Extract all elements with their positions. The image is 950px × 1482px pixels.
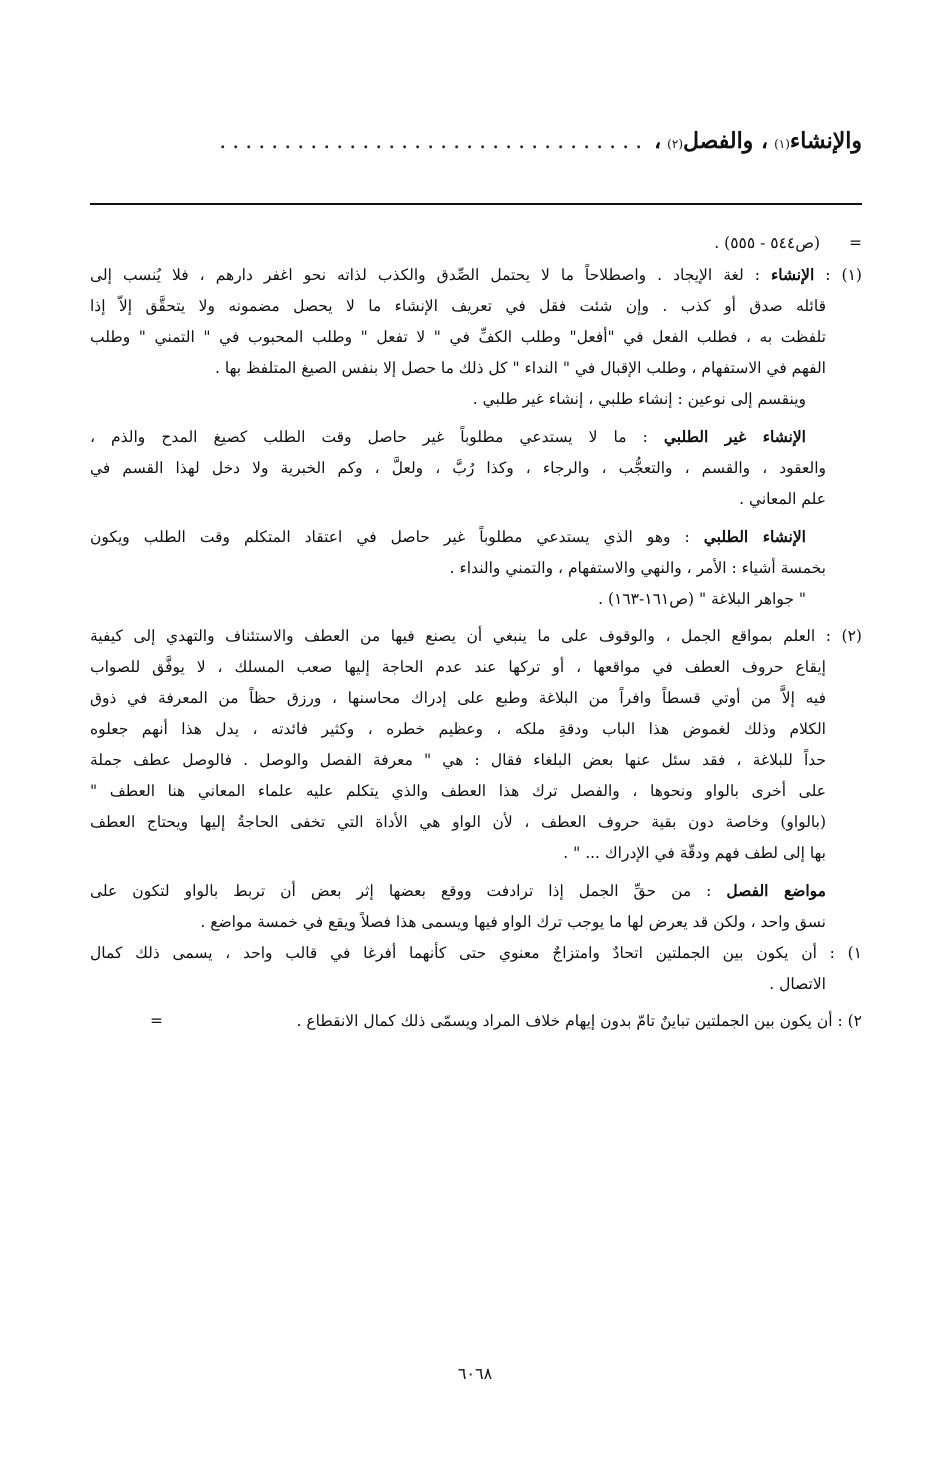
- footnote-1-source: " جواهر البلاغة " (ص١٦١-١٦٣) .: [598, 590, 806, 608]
- term-non-requestive: الإنشاء غير الطلبي: [663, 427, 806, 446]
- list-item-number: ٢) :: [837, 1012, 862, 1030]
- footnote-1-number: (١) :: [825, 266, 862, 284]
- continued-footnote: [90, 228, 862, 259]
- footnote-2-line: الكلام وذلك لغموض هذا الباب ودقةِ ملكه ، وعظيم خطره ، وكثير فائدته ، يدل هذا أنهم جعلوه: [90, 720, 826, 738]
- footnote-1-line: تلفظت به ، فطلب الفعل في "أفعل" وطلب الكفِّ في " لا تفعل " وطلب المحبوب في " التمني " وطلب: [90, 328, 826, 346]
- footnote-2-line: إيقاع حروف العطف في مواقعها ، أو تركها عند عدم الحاجة إليها صعب المسلك ، لا يوفَّق للصواب: [90, 658, 826, 676]
- footnote-2-line: مواضع الفصل : من حقِّ الجمل إذا ترادفت ووقع بعضها إثر بعض أن تربط بالواو لتكون على: [90, 881, 826, 900]
- continuation-mark: =: [849, 234, 862, 252]
- footnote-1-term: الإنشاء: [770, 265, 815, 284]
- footnote-1-line: الفهم في الاستفهام ، وطلب الإقبال في " النداء " كل ذلك ما حصل إلا بنفس الصيغ المتلفظ بها .: [215, 359, 826, 377]
- list-item-number: ١) :: [829, 944, 862, 962]
- footnote-1-line: الإنشاء غير الطلبي : ما لا يستدعي مطلوباً غير حاصل وقت الطلب كصيغ المدح والذم ،: [90, 427, 806, 446]
- footnote-1-line: الإنشاء الطلبي : وهو الذي يستدعي مطلوباً غير حاصل في اعتقاد المتكلم وقت الطلب ويكون: [90, 527, 806, 546]
- footnote-1-line: قائله صدق أو كذب . وإن شئت فقل في تعريف الإنشاء ما لا يحصل مضمونه ولا يتحقَّق إلاّ إذا: [90, 297, 826, 315]
- header-separator: ،: [654, 128, 662, 154]
- footnotes-section: [90, 228, 862, 1037]
- footnote-ref-1[interactable]: (١): [774, 137, 790, 151]
- footnote-1-line: علم المعاني .: [739, 490, 826, 508]
- footnote-2-line: فيه إلاَّ من أوتي قسطاً وافراً من البلاغة وطبع على إدراك محاسنها ، ورزق حظاً من المعرفة في ذوق: [90, 689, 826, 707]
- continuation-mark: =: [150, 1012, 163, 1030]
- list-item-continuation: الاتصال .: [769, 975, 826, 993]
- footnote-ref-2[interactable]: (٢): [667, 137, 683, 151]
- term-fasl-positions: مواضع الفصل: [726, 881, 826, 900]
- page-number: ٦٠٦٨: [457, 1364, 493, 1383]
- footnote-2-line: على أخرى بالواو ونحوها ، والفصل ترك هذا العطف والذي يتكلم عليه علماء المعاني هنا العطف ": [90, 782, 826, 800]
- footnote-divider: [90, 203, 862, 205]
- running-header: [82, 128, 862, 168]
- footnote-1-line: (١) : الإنشاء : لغة الإيجاد . واصطلاحاً ما لا يحتمل الصِّدق والكذب لذاته نحو اغفر دارهم ، فلا يُنسب إلى: [90, 265, 862, 284]
- footnote-1-line: وينقسم إلى نوعين : إنشاء طلبي ، إنشاء غير طلبي .: [472, 390, 806, 408]
- footnote-1-line: بخمسة أشياء : الأمر ، والنهي والاستفهام ، والتمني والنداء .: [449, 559, 826, 577]
- term-requestive: الإنشاء الطلبي: [703, 527, 806, 546]
- footnote-2-line: (بالواو) وخاصة دون بقية حروف العطف ، لأن الواو هي الأداة التي تخفى الحاجةُ إليها ويحتاج العطف: [90, 813, 826, 831]
- footnote-1-line: والعقود ، والقسم ، والتعجُّب ، والرجاء ، وكذا رُبَّ ، ولعلَّ ، وكم الخبرية ولا دخل لهذا القسم في: [90, 459, 826, 477]
- list-item: ٢) : أن يكون بين الجملتين تباينٌ تامّ بدون إيهام خلاف المراد ويسمّى ذلك كمال الانقطاع . =: [90, 1006, 862, 1037]
- footnote-2-line: (٢) : العلم بمواقع الجمل ، والوقوف على ما ينبغي أن يصنع فيها من العطف والاستئناف والتهدي إلى كيفية: [90, 627, 862, 645]
- header-dots: .................................: [219, 129, 649, 154]
- continued-reference: (ص٥٤٤ - ٥٥٥) .: [714, 234, 821, 252]
- header-term-fasl: ، والفصل: [683, 128, 769, 154]
- header-term-insha: والإنشاء: [789, 128, 862, 154]
- footnote-2-line: نسق واحد ، ولكن قد يعرض لها ما يوجب ترك الواو فيها ويسمى هذا فصلاً ويقع في خمسة مواضع .: [200, 913, 826, 931]
- footnote-2-line: حداً للبلاغة ، فقد سئل عنها بعض البلغاء فقال : هي " معرفة الفصل والوصل . فالوصل عطف جملة: [90, 751, 826, 769]
- footnote-2-number: (٢) :: [825, 627, 862, 645]
- list-item: ١) : أن يكون بين الجملتين اتحادٌ وامتزاجٌ معنوي حتى كأنهما أفرغا في قالب واحد ، يسمى ذلك كمال: [90, 944, 862, 962]
- footnote-2-line: بها إلى لطف فهم ودقّة في الإدراك ... " .: [563, 844, 826, 862]
